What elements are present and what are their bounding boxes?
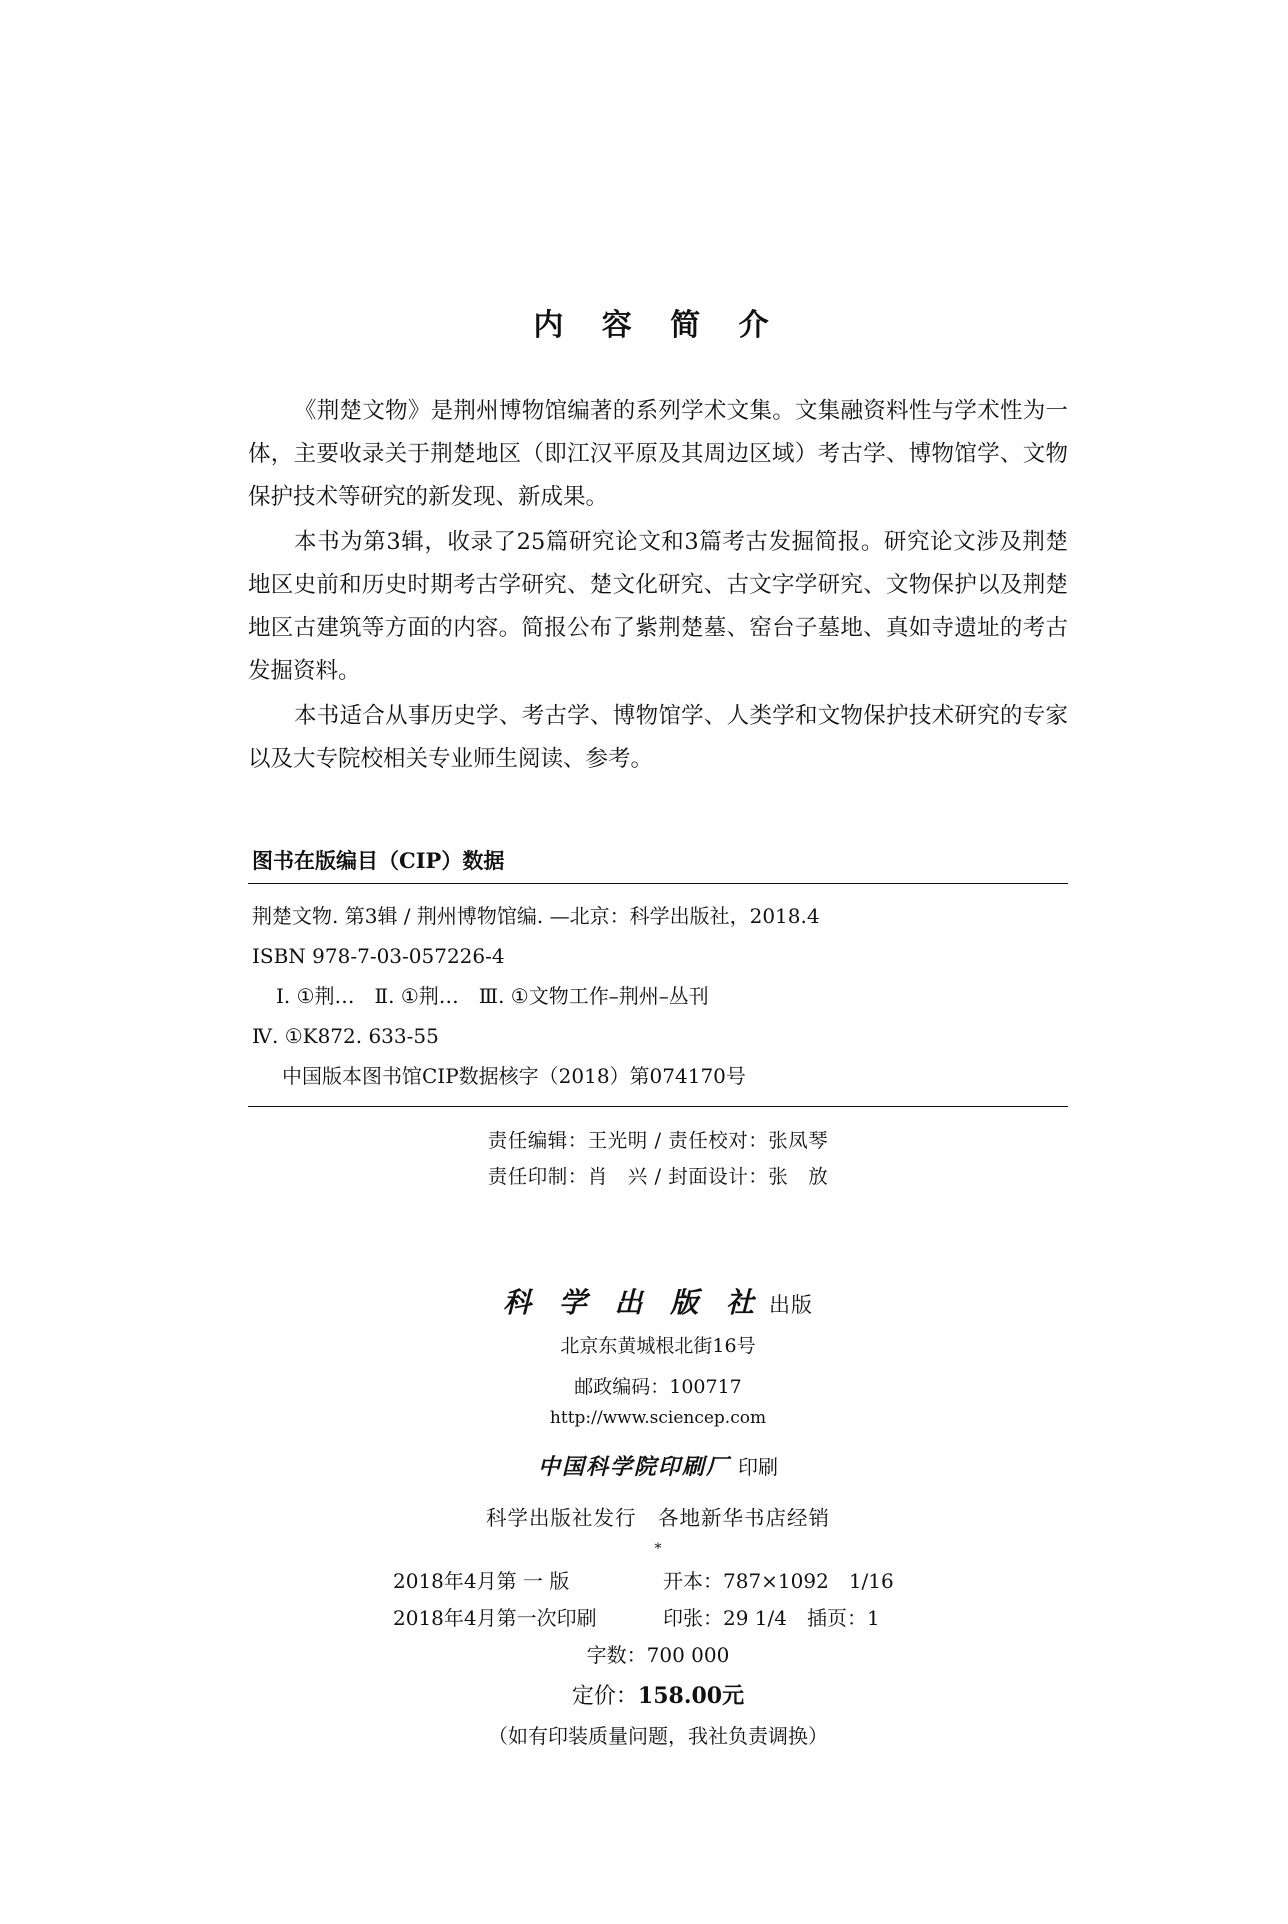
publisher-postcode: 邮政编码：100717 (574, 1376, 742, 1398)
price-label: 定价： (571, 1684, 638, 1709)
page-title: 内 容 简 介 (533, 308, 783, 343)
printing-left: 2018年4月第一次印刷 (393, 1606, 597, 1630)
printer-line (248, 1450, 1068, 1481)
cip-block (248, 845, 1068, 1107)
distribution-line: 科学出版社发行 各地新华书店经销 (486, 1506, 830, 1530)
cip-line-classification-iv: Ⅳ. ①K872. 633-55 (252, 1024, 439, 1048)
price-line (248, 1676, 1068, 1717)
credits-editor-line: 责任编辑：王光明 / 责任校对：张凤琴 (487, 1129, 829, 1152)
credits-block (248, 1107, 1068, 1195)
cip-body (248, 884, 1068, 1106)
abstract-paragraph: 《荆楚文物》是荆州博物馆编著的系列学术文集。文集融资料性与学术性为一体，主要收录关于荆楚地区（即江汉平原及其周边区域）考古学、博物馆学、文物保护技术等研究的新发现、新成果。 (248, 398, 1068, 510)
quality-note: （如有印装质量问题，我社负责调换） (488, 1724, 828, 1748)
publisher-address: 北京东黄城根北街16号 (560, 1335, 756, 1357)
separator-asterisk: * (654, 1541, 662, 1557)
abstract-paragraph: 本书为第3辑，收录了25篇研究论文和3篇考古发掘简报。研究论文涉及荆楚地区史前和历史时期考古学研究、楚文化研究、古文字学研究、文物保护以及荆楚地区古建筑等方面的内容。简报公布了紫荆楚墓、窑台子墓地、真如寺遗址的考古发掘资料。 (248, 529, 1068, 684)
credits-production-line: 责任印制：肖 兴 / 封面设计：张 放 (487, 1165, 829, 1188)
price-value: 158.00元 (637, 1683, 745, 1709)
impress-printing-row (248, 1600, 1068, 1637)
cip-line-citation: 荆楚文物. 第3辑 / 荆州博物馆编. —北京：科学出版社，2018.4 (252, 904, 820, 928)
cip-line-registry: 中国版本图书馆CIP数据核字（2018）第074170号 (282, 1064, 746, 1088)
publisher-url[interactable]: http://www.sciencep.com (549, 1408, 767, 1428)
press-suffix: 出版 (769, 1293, 813, 1317)
press-name: 科 学 出 版 社 (503, 1286, 763, 1319)
edition-right: 开本：787×1092 1/16 (663, 1569, 894, 1593)
wordcount-line: 字数：700 000 (586, 1643, 730, 1667)
impress-block (248, 1563, 1068, 1637)
edition-left: 2018年4月第 一 版 (393, 1569, 570, 1593)
publisher-block (248, 1281, 1068, 1755)
cip-line-classification: Ⅰ. ①荆… Ⅱ. ①荆… Ⅲ. ①文物工作–荆州–丛刊 (276, 984, 709, 1008)
cip-heading: 图书在版编目（CIP）数据 (252, 848, 505, 873)
abstract-paragraph: 本书适合从事历史学、考古学、博物馆学、人类学和文物保护技术研究的专家以及大专院校相关专业师生阅读、参考。 (248, 703, 1068, 772)
printer-name: 中国科学院印刷厂 (537, 1454, 730, 1480)
press-line (248, 1281, 1068, 1321)
page-content (248, 0, 1068, 1755)
cip-line-isbn: ISBN 978-7-03-057226-4 (252, 944, 505, 968)
printer-suffix: 印刷 (738, 1455, 778, 1479)
printing-right: 印张：29 1/4 插页：1 (663, 1606, 880, 1630)
abstract-block (248, 390, 1068, 781)
impress-edition-row (248, 1563, 1068, 1600)
